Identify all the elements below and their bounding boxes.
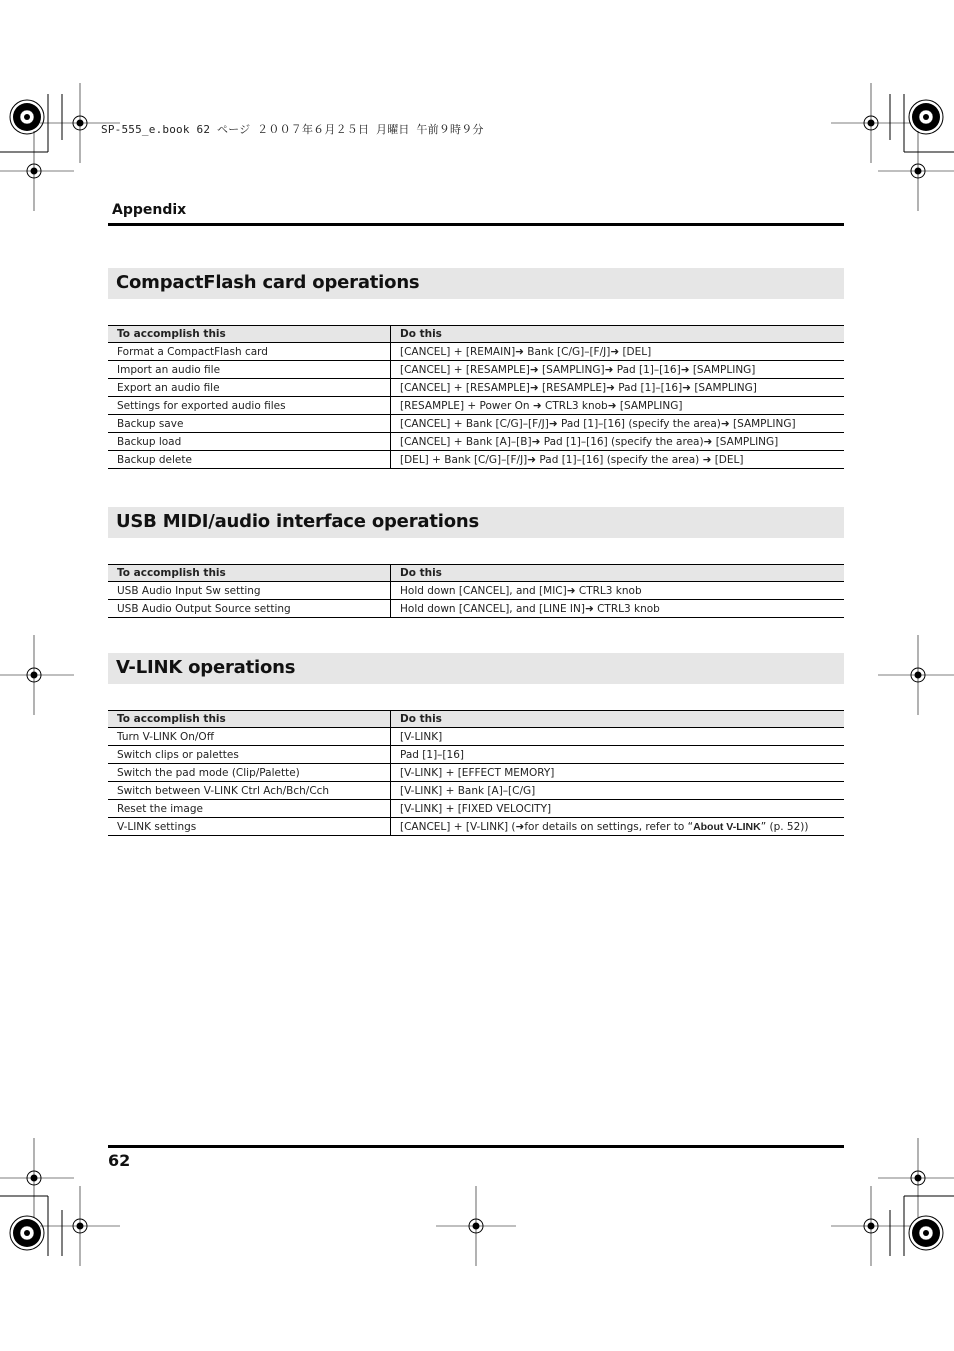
task-cell: Switch between V-LINK Ctrl Ach/Bch/Cch [108,782,391,800]
table-header-row [108,565,844,582]
column-header: Do this [391,326,845,343]
task-cell: USB Audio Input Sw setting [108,582,391,600]
task-cell: Reset the image [108,800,391,818]
table-row [108,818,844,836]
action-cell: Hold down [CANCEL], and [MIC]➜ CTRL3 knob [391,582,845,600]
task-cell: Backup save [108,415,391,433]
task-cell: Backup delete [108,451,391,469]
table-row [108,782,844,800]
action-cell: [CANCEL] + [RESAMPLE]➜ [RESAMPLE]➜ Pad [1]–[16]➜ [SAMPLING] [391,379,845,397]
task-cell: Turn V-LINK On/Off [108,728,391,746]
section-title: USB MIDI/audio interface operations [116,511,479,532]
action-cell: [CANCEL] + [RESAMPLE]➜ [SAMPLING]➜ Pad [1]–[16]➜ [SAMPLING] [391,361,845,379]
section-compactflash [108,268,844,299]
column-header: Do this [391,565,845,582]
task-cell: Switch clips or palettes [108,746,391,764]
section-usb-midi-audio [108,507,844,538]
chapter-title: Appendix [112,202,187,218]
action-cell [391,818,845,836]
action-cell: [CANCEL] + Bank [C/G]–[F/J]➜ Pad [1]–[16] (specify the area)➜ [SAMPLING] [391,415,845,433]
table-row [108,415,844,433]
table-row [108,397,844,415]
compactflash-table [108,325,844,469]
action-cell: [V-LINK] [391,728,845,746]
action-cell: [V-LINK] + [FIXED VELOCITY] [391,800,845,818]
table-header-row [108,326,844,343]
action-cell: [DEL] + Bank [C/G]–[F/J]➜ Pad [1]–[16] (specify the area) ➜ [DEL] [391,451,845,469]
action-text: [CANCEL] + [V-LINK] (➜for details on settings, refer to “ [400,820,694,833]
task-cell: Export an audio file [108,379,391,397]
action-cell: Hold down [CANCEL], and [LINE IN]➜ CTRL3 knob [391,600,845,618]
task-cell: USB Audio Output Source setting [108,600,391,618]
task-cell: Import an audio file [108,361,391,379]
task-cell: Switch the pad mode (Clip/Palette) [108,764,391,782]
action-cell: [CANCEL] + Bank [A]–[B]➜ Pad [1]–[16] (specify the area)➜ [SAMPLING] [391,433,845,451]
section-title: V-LINK operations [116,657,296,678]
table-row [108,582,844,600]
table-row [108,600,844,618]
page-reference-link[interactable]: About V-LINK [693,820,761,833]
page-number: 62 [108,1151,131,1170]
action-cell: Pad [1]–[16] [391,746,845,764]
action-cell: [RESAMPLE] + Power On ➜ CTRL3 knob➜ [SAMPLING] [391,397,845,415]
task-cell: Settings for exported audio files [108,397,391,415]
table-row [108,728,844,746]
print-slug: SP-555_e.book 62 ページ ２００７年６月２５日 月曜日 午前９時９分 [101,123,484,136]
section-vlink [108,653,844,684]
vlink-table [108,710,844,836]
action-cell: [V-LINK] + Bank [A]–[C/G] [391,782,845,800]
column-header: Do this [391,711,845,728]
table-row [108,451,844,469]
action-cell: [V-LINK] + [EFFECT MEMORY] [391,764,845,782]
action-cell: [CANCEL] + [REMAIN]➜ Bank [C/G]–[F/J]➜ [DEL] [391,343,845,361]
table-row [108,800,844,818]
usb-table [108,564,844,618]
task-cell: V-LINK settings [108,818,391,836]
table-row [108,361,844,379]
header-rule [108,223,844,226]
action-text: ” (p. 52)) [760,820,809,833]
table-row [108,379,844,397]
table-row [108,433,844,451]
task-cell: Backup load [108,433,391,451]
column-header: To accomplish this [108,326,391,343]
column-header: To accomplish this [108,565,391,582]
section-title: CompactFlash card operations [116,272,420,293]
table-row [108,764,844,782]
table-row [108,343,844,361]
footer-rule [108,1145,844,1148]
task-cell: Format a CompactFlash card [108,343,391,361]
table-header-row [108,711,844,728]
table-row [108,746,844,764]
column-header: To accomplish this [108,711,391,728]
